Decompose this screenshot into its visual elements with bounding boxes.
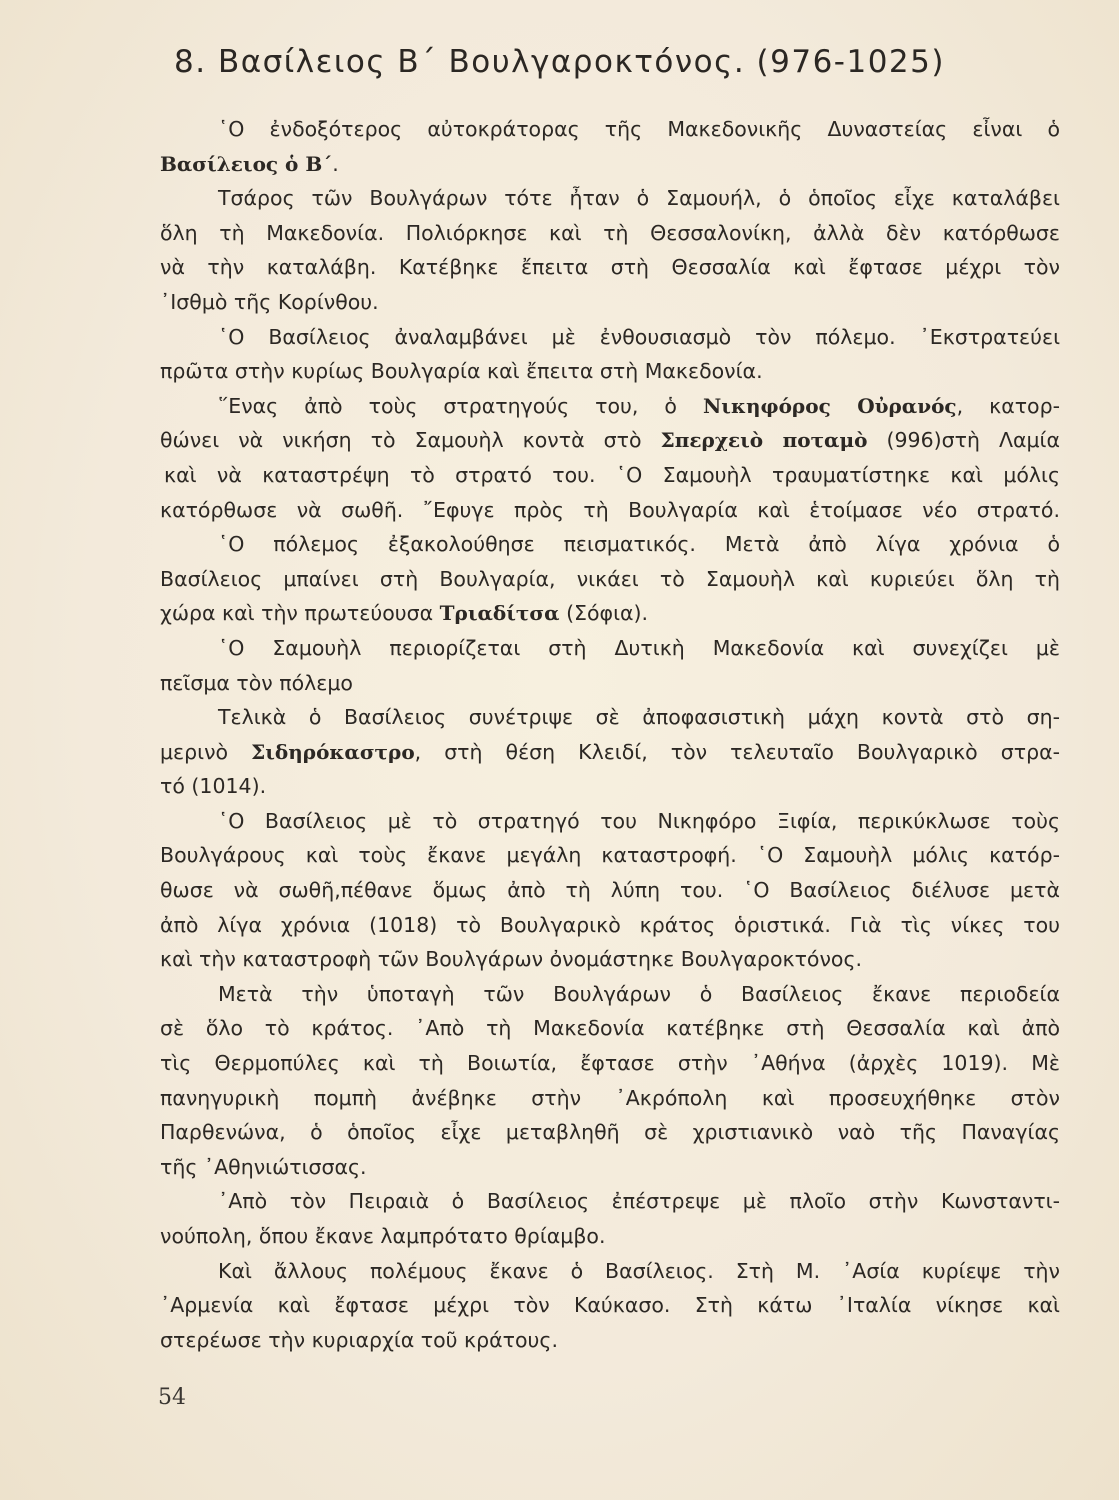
- text-line: Βασίλειος μπαίνει στὴ Βουλγαρία, νικάει τὸ Σαμουὴλ καὶ κυριεύει ὅλη τὴ: [160, 566, 1060, 591]
- text-line: καὶ τὴν καταστροφὴ τῶν Βουλγάρων ὀνομάστηκε Βουλγαροκτόνος.: [160, 947, 862, 972]
- body-text: [160, 112, 1060, 1357]
- text-line: Τσάρος τῶν Βουλγάρων τότε ἦταν ὁ Σαμουήλ, ὁ ὁποῖος εἶχε καταλάβει: [218, 186, 1060, 211]
- bold-term: Σιδηρόκαστρο: [251, 739, 415, 764]
- text-line: πεῖσμα τὸν πόλεμο: [160, 670, 353, 695]
- text-line: πρῶτα στὴν κυρίως Βουλγαρία καὶ ἔπειτα στὴ Μακεδονία.: [160, 359, 763, 384]
- text-line: μερινὸ Σιδηρόκαστρο, στὴ θέση Κλειδί, τὸν τελευταῖο Βουλγαρικὸ στρα-: [160, 739, 1060, 764]
- text-line: ῾Ο Βασίλειος μὲ τὸ στρατηγό του Νικηφόρο Ξιφία, περικύκλωσε τοὺς: [218, 808, 1060, 833]
- text-line: νούπολη, ὅπου ἔκανε λαμπρότατο θρίαμβο.: [160, 1224, 606, 1248]
- text-line: νὰ τὴν καταλάβη. Κατέβηκε ἔπειτα στὴ Θεσσαλία καὶ ἔφτασε μέχρι τὸν: [160, 255, 1060, 280]
- text-line: ᾽Ισθμὸ τῆς Κορίνθου.: [160, 289, 379, 314]
- bold-term: Βασίλειος ὁ Β΄: [160, 151, 333, 176]
- text-line: χώρα καὶ τὴν πρωτεύουσα Τριαδίτσα (Σόφια).: [160, 601, 649, 626]
- text-line: καὶ νὰ καταστρέψη τὸ στρατό του. ῾Ο Σαμουὴλ τραυματίστηκε καὶ μόλις: [164, 462, 1060, 487]
- text-line: στερέωσε τὴν κυριαρχία τοῦ κράτους.: [160, 1327, 558, 1352]
- text-line: σὲ ὅλο τὸ κράτος. ᾽Απὸ τὴ Μακεδονία κατέβηκε στὴ Θεσσαλία καὶ ἀπὸ: [160, 1016, 1060, 1041]
- text-line: τὶς Θερμοπύλες καὶ τὴ Βοιωτία, ἔφτασε στὴν ᾽Αθήνα (ἀρχὲς 1019). Μὲ: [160, 1051, 1060, 1076]
- text-line: κατόρθωσε νὰ σωθῆ. ῎Εφυγε πρὸς τὴ Βουλγαρία καὶ ἑτοίμασε νέο στρατό.: [160, 497, 1060, 522]
- text-line: θωσε νὰ σωθῆ,πέθανε ὅμως ἀπὸ τὴ λύπη του. ῾Ο Βασίλειος διέλυσε μετὰ: [160, 878, 1060, 903]
- text-line: ῞Ενας ἀπὸ τοὺς στρατηγούς του, ὁ Νικηφόρος Οὐρανός, κατορ-: [218, 393, 1061, 418]
- text-line: Μετὰ τὴν ὑποταγὴ τῶν Βουλγάρων ὁ Βασίλειος ἔκανε περιοδεία: [218, 981, 1060, 1006]
- bold-term: Νικηφόρος Οὐρανός: [703, 393, 957, 418]
- page-number: 54: [158, 1385, 186, 1410]
- text-line: πανηγυρικὴ πομπὴ ἀνέβηκε στὴν ᾽Ακρόπολη καὶ προσευχήθηκε στὸν: [160, 1085, 1060, 1110]
- text-line: θώνει νὰ νικήση τὸ Σαμουὴλ κοντὰ στὸ Σπερχειὸ ποταμὸ (996)στὴ Λαμία: [160, 428, 1060, 453]
- text-line: Τελικὰ ὁ Βασίλειος συνέτριψε σὲ ἀποφασιστικὴ μάχη κοντὰ στὸ ση-: [218, 705, 1060, 730]
- text-line: τῆς ᾽Αθηνιώτισσας.: [160, 1154, 367, 1179]
- text-line: ᾽Αρμενία καὶ ἔφτασε μέχρι τὸν Καύκασο. Στὴ κάτω ᾽Ιταλία νίκησε καὶ: [160, 1293, 1060, 1318]
- page-title: 8. Βασίλειος Β΄ Βουλγαροκτόνος. (976-1025): [174, 44, 945, 80]
- text-line: τό (1014).: [160, 774, 267, 799]
- bold-term: Σπερχειὸ ποταμὸ: [660, 428, 868, 453]
- text-line: Καὶ ἄλλους πολέμους ἔκανε ὁ Βασίλειος. Στὴ Μ. ᾽Ασία κυρίεψε τὴν: [218, 1258, 1060, 1283]
- text-line: ὅλη τὴ Μακεδονία. Πολιόρκησε καὶ τὴ Θεσσαλονίκη, ἀλλὰ δὲν κατόρθωσε: [160, 220, 1060, 245]
- text-line: ῾Ο Βασίλειος ἀναλαμβάνει μὲ ἐνθουσιασμὸ τὸν πόλεμο. ᾽Εκστρατεύει: [218, 324, 1060, 349]
- text-line: ᾽Απὸ τὸν Πειραιὰ ὁ Βασίλειος ἐπέστρεψε μὲ πλοῖο στὴν Κωνσταντι-: [218, 1189, 1060, 1214]
- text-line: ῾Ο ἐνδοξότερος αὐτοκράτορας τῆς Μακεδονικῆς Δυναστείας εἶναι ὁ: [218, 117, 1060, 141]
- text-line: Βουλγάρους καὶ τοὺς ἔκανε μεγάλη καταστροφή. ῾Ο Σαμουὴλ μόλις κατόρ-: [160, 843, 1060, 868]
- text-line: ῾Ο Σαμουὴλ περιορίζεται στὴ Δυτικὴ Μακεδονία καὶ συνεχίζει μὲ: [218, 635, 1060, 660]
- text-line: ῾Ο πόλεμος ἐξακολούθησε πεισματικός. Μετὰ ἀπὸ λίγα χρόνια ὁ: [218, 532, 1060, 557]
- text-line: ἀπὸ λίγα χρόνια (1018) τὸ Βουλγαρικὸ κράτος ὁριστικά. Γιὰ τὶς νίκες του: [160, 912, 1060, 937]
- bold-term: Τριαδίτσα: [439, 601, 560, 626]
- text-line: Παρθενώνα, ὁ ὁποῖος εἶχε μεταβληθῆ σὲ χριστιανικὸ ναὸ τῆς Παναγίας: [160, 1120, 1060, 1145]
- text-line: Βασίλειος ὁ Β΄.: [160, 151, 339, 176]
